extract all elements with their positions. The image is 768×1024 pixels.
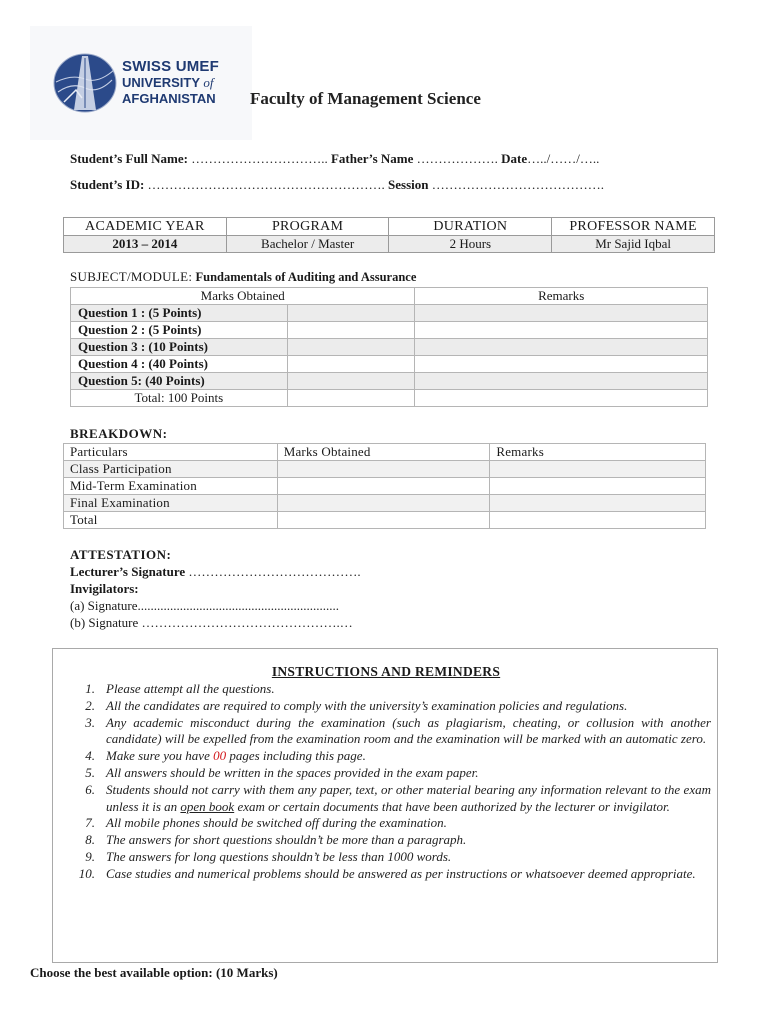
open-book-term: open book (180, 798, 235, 814)
breakdown-remarks-header: Remarks (490, 444, 706, 461)
lecturer-signature-label: Lecturer’s Signature (70, 564, 186, 579)
signature-a-line: (a) Signature.............................................................. (70, 598, 340, 613)
lecturer-signature-blank: …………………………………. (188, 564, 361, 579)
instructions-title: INSTRUCTIONS AND REMINDERS (271, 664, 501, 679)
faculty-title: Faculty of Management Science (250, 89, 481, 108)
instruction-item: 4. Make sure you have 00 pages including this page. (85, 748, 366, 764)
question-5-marks-cell[interactable] (287, 373, 415, 390)
logo-text-afghanistan: AFGHANISTAN (122, 91, 216, 106)
header-duration: DURATION (389, 218, 552, 236)
logo-text-university: UNIVERSITY of (122, 75, 214, 90)
student-id-blank: ………………………………………………. (147, 177, 385, 192)
attestation-title: ATTESTATION: (70, 547, 172, 562)
breakdown-total-label: Total (64, 512, 278, 529)
student-name-label: Student’s Full Name: (70, 151, 188, 166)
breakdown-marks-header: Marks Obtained (277, 444, 490, 461)
question-5-label: Question 5: (40 Points) (71, 373, 288, 390)
question-2-label: Question 2 : (5 Points) (71, 322, 288, 339)
header-academic-year: ACADEMIC YEAR (64, 218, 227, 236)
instruction-item: 8. The answers for short questions shouldn’t be more than a paragraph. (85, 832, 467, 848)
marks-table (70, 287, 708, 407)
choose-option-heading: Choose the best available option: (10 Marks) (30, 965, 278, 980)
session-blank: …………………………………. (431, 177, 604, 192)
academic-year-value: 2013 – 2014 (64, 236, 227, 253)
question-1-label: Question 1 : (5 Points) (71, 305, 288, 322)
university-logo-globe-icon (52, 52, 118, 114)
class-participation-marks-cell[interactable] (277, 461, 490, 478)
instruction-item: 2. All the candidates are required to comply with the university’s examination policies and regulations. (85, 697, 628, 713)
question-1-marks-cell[interactable] (287, 305, 415, 322)
mid-term-marks-cell[interactable] (277, 478, 490, 495)
total-marks-cell[interactable] (287, 390, 415, 407)
lecturer-signature-line (70, 564, 361, 580)
final-exam-marks-cell[interactable] (277, 495, 490, 512)
date-blank: …../……/….. (527, 151, 600, 166)
breakdown-total-remarks-cell[interactable] (490, 512, 706, 529)
subject-value: Fundamentals of Auditing and Assurance (195, 270, 417, 284)
date-label: Date (501, 151, 528, 166)
instruction-item: 6. Students should not carry with them any paper, text, or other material bearing any information relevant to the exam unless it is an open book exam or certain documents that have been authorized by the lecturer or invigilator. (85, 781, 711, 814)
student-name-blank: ………………………….. (191, 151, 328, 166)
question-4-remarks-cell[interactable] (415, 356, 708, 373)
final-exam-label: Final Examination (64, 495, 278, 512)
instruction-item: 3. Any academic misconduct during the examination (such as plagiarism, cheating, or collusion with another candidate) will be expelled from the examination room and the examination will be marked with an automatic zero. (85, 714, 711, 747)
question-2-marks-cell[interactable] (287, 322, 415, 339)
remarks-header: Remarks (415, 288, 708, 305)
question-1-remarks-cell[interactable] (415, 305, 708, 322)
total-remarks-cell[interactable] (415, 390, 708, 407)
instruction-item: 5. All answers should be written in the spaces provided in the exam paper. (85, 764, 479, 780)
question-4-label: Question 4 : (40 Points) (71, 356, 288, 373)
breakdown-total-marks-cell[interactable] (277, 512, 490, 529)
subject-label: SUBJECT/MODULE: (70, 269, 193, 284)
instruction-item: 9. The answers for long questions shouldn’t be less than 1000 words. (85, 848, 452, 864)
instructions-list (73, 681, 711, 883)
instruction-item: 10. Case studies and numerical problems should be answered as per instructions or whatsoever deemed appropriate. (78, 865, 696, 881)
instructions-box (52, 648, 718, 963)
total-points-label: Total: 100 Points (71, 390, 288, 407)
student-id-line (70, 177, 604, 193)
question-5-remarks-cell[interactable] (415, 373, 708, 390)
final-exam-remarks-cell[interactable] (490, 495, 706, 512)
subject-line (70, 269, 416, 285)
header-professor-name: PROFESSOR NAME (552, 218, 715, 236)
header-program: PROGRAM (226, 218, 389, 236)
student-id-label: Student’s ID: (70, 177, 145, 192)
mid-term-label: Mid-Term Examination (64, 478, 278, 495)
breakdown-table (63, 443, 706, 529)
professor-name-value: Mr Sajid Iqbal (552, 236, 715, 253)
signature-b-line: (b) Signature ……………………………………….… (70, 615, 353, 630)
logo-text-swiss-umef: SWISS UMEF (122, 58, 220, 75)
breakdown-title: BREAKDOWN: (70, 426, 168, 441)
instruction-item: 1. Please attempt all the questions. (85, 681, 275, 696)
mid-term-remarks-cell[interactable] (490, 478, 706, 495)
question-4-marks-cell[interactable] (287, 356, 415, 373)
father-name-label: Father’s Name (330, 151, 414, 166)
student-name-line (70, 151, 599, 167)
program-value: Bachelor / Master (226, 236, 389, 253)
question-3-remarks-cell[interactable] (415, 339, 708, 356)
instruction-item: 7. All mobile phones should be switched off during the examination. (85, 815, 447, 831)
page-count: 00 (213, 748, 227, 764)
question-3-label: Question 3 : (10 Points) (71, 339, 288, 356)
class-participation-label: Class Participation (64, 461, 278, 478)
invigilators-label: Invigilators: (70, 581, 139, 596)
question-2-remarks-cell[interactable] (415, 322, 708, 339)
class-participation-remarks-cell[interactable] (490, 461, 706, 478)
father-name-blank: ………………. (416, 151, 498, 166)
marks-obtained-header: Marks Obtained (71, 288, 415, 305)
course-info-table (63, 217, 715, 253)
particulars-header: Particulars (64, 444, 278, 461)
duration-value: 2 Hours (389, 236, 552, 253)
session-label: Session (388, 177, 429, 192)
question-3-marks-cell[interactable] (287, 339, 415, 356)
